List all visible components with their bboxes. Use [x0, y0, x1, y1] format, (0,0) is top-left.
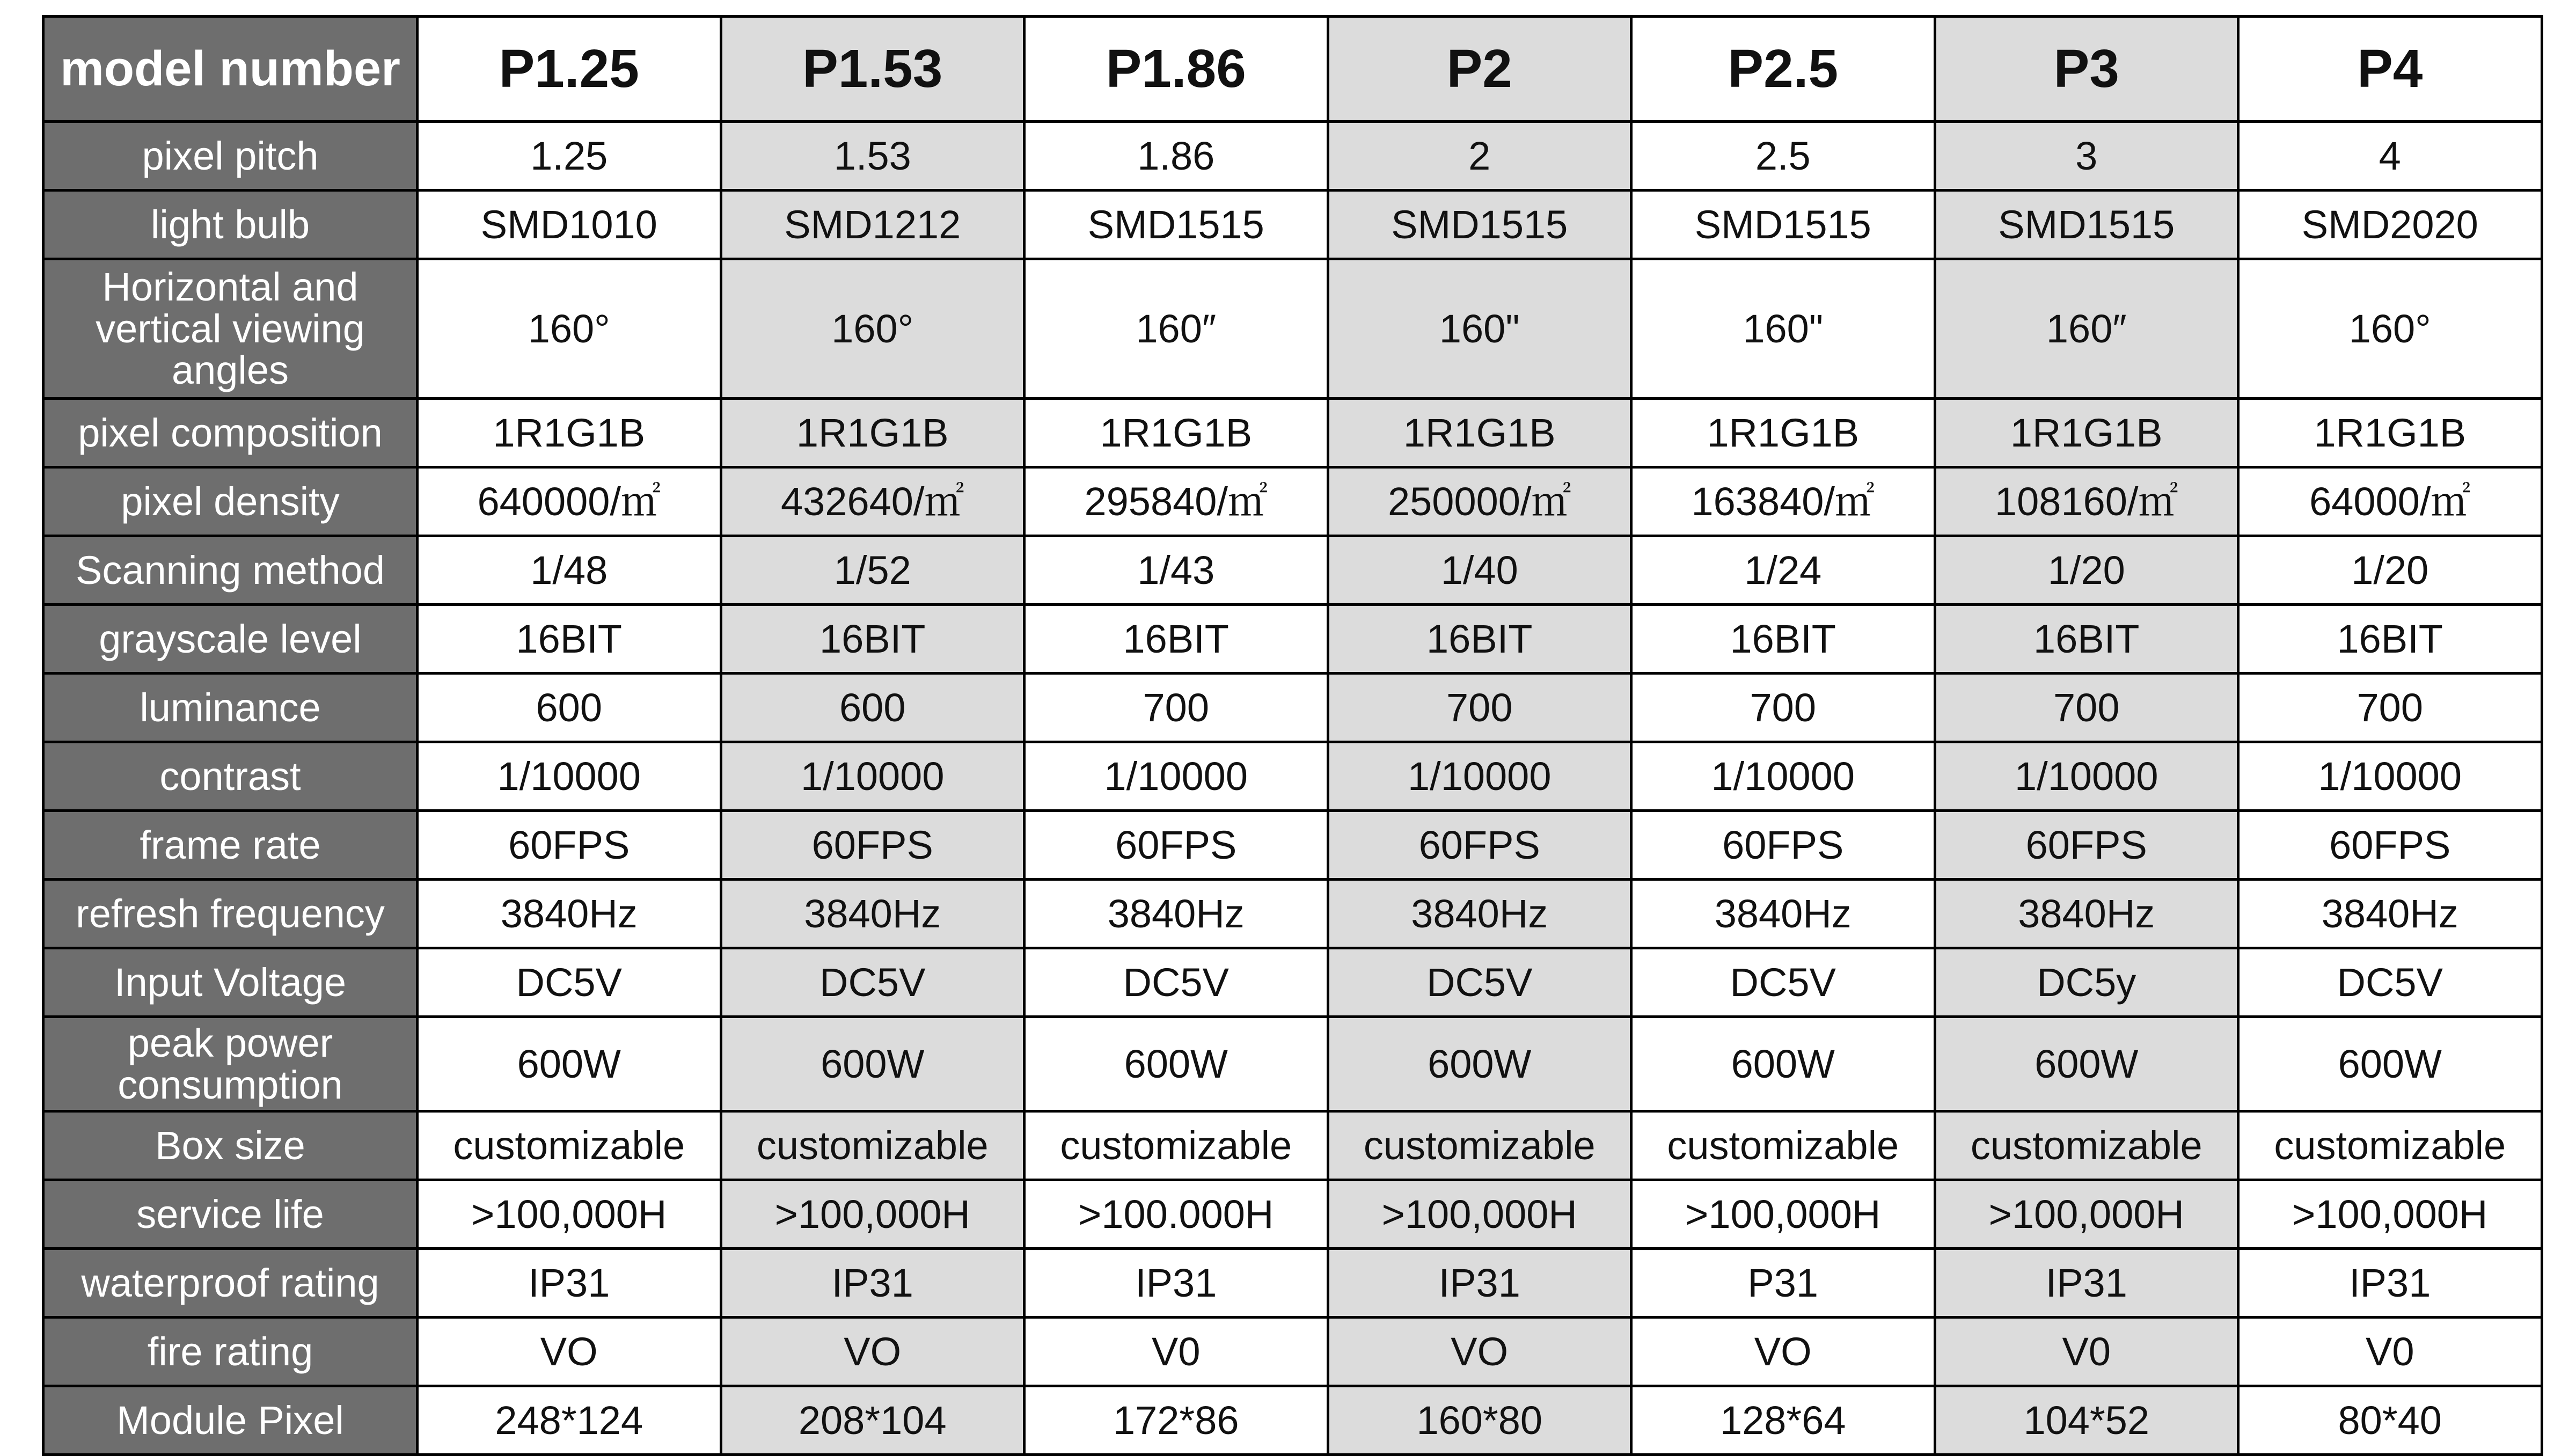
spec-label: peak power consumption	[43, 1017, 418, 1111]
spec-value: 600W	[721, 1017, 1024, 1111]
spec-value: SMD1515	[1631, 191, 1935, 259]
spec-value: SMD1515	[1935, 191, 2238, 259]
spec-value: 16BIT	[1328, 605, 1631, 674]
spec-value: 3	[1935, 122, 2238, 191]
spec-row	[43, 1111, 2542, 1180]
spec-value: DC5V	[418, 948, 721, 1017]
spec-value: 600W	[1024, 1017, 1328, 1111]
spec-value: 2.5	[1631, 122, 1935, 191]
spec-value: 700	[1935, 674, 2238, 742]
spec-value: VO	[721, 1318, 1024, 1386]
spec-row	[43, 674, 2542, 742]
spec-row	[43, 399, 2542, 467]
spec-value: 160"	[1631, 259, 1935, 399]
spec-value: 1.86	[1024, 122, 1328, 191]
spec-value: 3840Hz	[2238, 880, 2542, 948]
spec-value: >100,000H	[1935, 1180, 2238, 1249]
spec-value: 3840Hz	[721, 880, 1024, 948]
spec-value: VO	[1328, 1318, 1631, 1386]
spec-row	[43, 880, 2542, 948]
spec-value: 160"	[1328, 259, 1631, 399]
spec-label: luminance	[43, 674, 418, 742]
spec-label: refresh frequency	[43, 880, 418, 948]
spec-value: 128*64	[1631, 1386, 1935, 1455]
spec-value: 160″	[1024, 259, 1328, 399]
spec-value: 600W	[1935, 1017, 2238, 1111]
spec-value: 60FPS	[2238, 811, 2542, 880]
spec-value: customizable	[1935, 1111, 2238, 1180]
spec-value: >100,000H	[721, 1180, 1024, 1249]
spec-value: 160*80	[1328, 1386, 1631, 1455]
spec-value: 163840/㎡	[1631, 467, 1935, 536]
spec-row	[43, 1017, 2542, 1111]
spec-value: 1/10000	[1935, 742, 2238, 811]
spec-value: 60FPS	[721, 811, 1024, 880]
model-header: P3	[1935, 17, 2238, 122]
spec-value: IP31	[721, 1249, 1024, 1318]
spec-value: 700	[1328, 674, 1631, 742]
spec-value: 16BIT	[1935, 605, 2238, 674]
spec-label: pixel pitch	[43, 122, 418, 191]
spec-label: Module Pixel	[43, 1386, 418, 1455]
spec-value: V0	[1024, 1318, 1328, 1386]
spec-row	[43, 467, 2542, 536]
spec-value: 3840Hz	[1631, 880, 1935, 948]
spec-value: 4	[2238, 122, 2542, 191]
spec-value: 160°	[721, 259, 1024, 399]
header-label: model number	[43, 17, 418, 122]
spec-value: 60FPS	[1328, 811, 1631, 880]
spec-row	[43, 122, 2542, 191]
spec-row	[43, 259, 2542, 399]
spec-value: 432640/㎡	[721, 467, 1024, 536]
spec-value: customizable	[418, 1111, 721, 1180]
spec-table	[42, 15, 2543, 1456]
spec-value: 1R1G1B	[1631, 399, 1935, 467]
spec-value: 1/43	[1024, 536, 1328, 605]
spec-label: pixel composition	[43, 399, 418, 467]
spec-value: 1/20	[1935, 536, 2238, 605]
spec-value: 1/48	[418, 536, 721, 605]
spec-row	[43, 1249, 2542, 1318]
spec-label: contrast	[43, 742, 418, 811]
spec-value: 1/10000	[418, 742, 721, 811]
model-header: P1.25	[418, 17, 721, 122]
spec-row	[43, 605, 2542, 674]
spec-value: customizable	[1631, 1111, 1935, 1180]
spec-value: 1/10000	[1024, 742, 1328, 811]
model-header: P4	[2238, 17, 2542, 122]
spec-value: >100,000H	[2238, 1180, 2542, 1249]
spec-row	[43, 948, 2542, 1017]
spec-value: 1.25	[418, 122, 721, 191]
spec-value: P31	[1631, 1249, 1935, 1318]
spec-value: VO	[418, 1318, 721, 1386]
spec-value: DC5V	[1328, 948, 1631, 1017]
spec-value: DC5V	[721, 948, 1024, 1017]
spec-value: 2	[1328, 122, 1631, 191]
spec-value: 1/10000	[1328, 742, 1631, 811]
spec-value: DC5V	[1024, 948, 1328, 1017]
spec-label: fire rating	[43, 1318, 418, 1386]
spec-value: 1/52	[721, 536, 1024, 605]
spec-table-body	[43, 17, 2542, 1455]
spec-value: IP31	[418, 1249, 721, 1318]
spec-row	[43, 742, 2542, 811]
spec-row	[43, 1386, 2542, 1455]
spec-value: SMD1515	[1328, 191, 1631, 259]
spec-value: 16BIT	[1024, 605, 1328, 674]
spec-value: 108160/㎡	[1935, 467, 2238, 536]
spec-value: 16BIT	[1631, 605, 1935, 674]
spec-value: 60FPS	[418, 811, 721, 880]
spec-value: 1R1G1B	[1024, 399, 1328, 467]
spec-value: SMD1010	[418, 191, 721, 259]
spec-value: DC5V	[1631, 948, 1935, 1017]
spec-value: >100.000H	[1024, 1180, 1328, 1249]
spec-value: 1R1G1B	[721, 399, 1024, 467]
spec-value: 80*40	[2238, 1386, 2542, 1455]
spec-value: 1/40	[1328, 536, 1631, 605]
spec-value: 60FPS	[1935, 811, 2238, 880]
spec-value: 1/10000	[1631, 742, 1935, 811]
spec-value: V0	[1935, 1318, 2238, 1386]
spec-value: VO	[1631, 1318, 1935, 1386]
spec-value: 160″	[1935, 259, 2238, 399]
model-header: P2	[1328, 17, 1631, 122]
spec-value: 600W	[418, 1017, 721, 1111]
spec-value: 16BIT	[721, 605, 1024, 674]
spec-value: 600W	[1328, 1017, 1631, 1111]
spec-label: service life	[43, 1180, 418, 1249]
spec-value: 1/20	[2238, 536, 2542, 605]
spec-value: 16BIT	[418, 605, 721, 674]
spec-row	[43, 811, 2542, 880]
spec-value: IP31	[1328, 1249, 1631, 1318]
spec-value: 600W	[1631, 1017, 1935, 1111]
spec-value: 60FPS	[1024, 811, 1328, 880]
spec-value: 3840Hz	[1024, 880, 1328, 948]
spec-value: DC5y	[1935, 948, 2238, 1017]
model-header: P1.86	[1024, 17, 1328, 122]
spec-value: 16BIT	[2238, 605, 2542, 674]
spec-value: V0	[2238, 1318, 2542, 1386]
spec-value: customizable	[2238, 1111, 2542, 1180]
spec-value: 172*86	[1024, 1386, 1328, 1455]
spec-value: 1/10000	[721, 742, 1024, 811]
spec-value: 1/24	[1631, 536, 1935, 605]
spec-value: SMD1515	[1024, 191, 1328, 259]
spec-value: customizable	[1024, 1111, 1328, 1180]
spec-value: 700	[2238, 674, 2542, 742]
spec-value: 248*124	[418, 1386, 721, 1455]
spec-label: Box size	[43, 1111, 418, 1180]
header-row	[43, 17, 2542, 122]
spec-value: 208*104	[721, 1386, 1024, 1455]
spec-value: IP31	[2238, 1249, 2542, 1318]
model-header: P2.5	[1631, 17, 1935, 122]
spec-label: Input Voltage	[43, 948, 418, 1017]
spec-value: 700	[1024, 674, 1328, 742]
spec-value: >100,000H	[1328, 1180, 1631, 1249]
spec-value: 295840/㎡	[1024, 467, 1328, 536]
spec-value: 600W	[2238, 1017, 2542, 1111]
spec-value: 1.53	[721, 122, 1024, 191]
spec-value: SMD1212	[721, 191, 1024, 259]
spec-value: 160°	[2238, 259, 2542, 399]
spec-value: 160°	[418, 259, 721, 399]
spec-label: light bulb	[43, 191, 418, 259]
spec-value: 640000/㎡	[418, 467, 721, 536]
spec-value: customizable	[1328, 1111, 1631, 1180]
spec-value: 60FPS	[1631, 811, 1935, 880]
spec-value: 3840Hz	[1328, 880, 1631, 948]
spec-value: customizable	[721, 1111, 1024, 1180]
spec-label: Horizontal and vertical viewing angles	[43, 259, 418, 399]
spec-value: 700	[1631, 674, 1935, 742]
spec-label: Scanning method	[43, 536, 418, 605]
spec-value: 1R1G1B	[418, 399, 721, 467]
spec-value: IP31	[1024, 1249, 1328, 1318]
spec-row	[43, 536, 2542, 605]
spec-value: 250000/㎡	[1328, 467, 1631, 536]
spec-value: 64000/㎡	[2238, 467, 2542, 536]
spec-value: 1/10000	[2238, 742, 2542, 811]
spec-value: 1R1G1B	[2238, 399, 2542, 467]
spec-value: 1R1G1B	[1328, 399, 1631, 467]
spec-value: 600	[418, 674, 721, 742]
spec-value: >100,000H	[1631, 1180, 1935, 1249]
spec-label: frame rate	[43, 811, 418, 880]
spec-value: >100,000H	[418, 1180, 721, 1249]
spec-value: SMD2020	[2238, 191, 2542, 259]
spec-label: grayscale level	[43, 605, 418, 674]
spec-value: 3840Hz	[418, 880, 721, 948]
spec-value: 104*52	[1935, 1386, 2238, 1455]
spec-value: 600	[721, 674, 1024, 742]
spec-value: IP31	[1935, 1249, 2238, 1318]
spec-value: 1R1G1B	[1935, 399, 2238, 467]
spec-row	[43, 191, 2542, 259]
spec-value: DC5V	[2238, 948, 2542, 1017]
model-header: P1.53	[721, 17, 1024, 122]
spec-row	[43, 1180, 2542, 1249]
spec-value: 3840Hz	[1935, 880, 2238, 948]
spec-label: waterproof rating	[43, 1249, 418, 1318]
spec-row	[43, 1318, 2542, 1386]
spec-label: pixel density	[43, 467, 418, 536]
